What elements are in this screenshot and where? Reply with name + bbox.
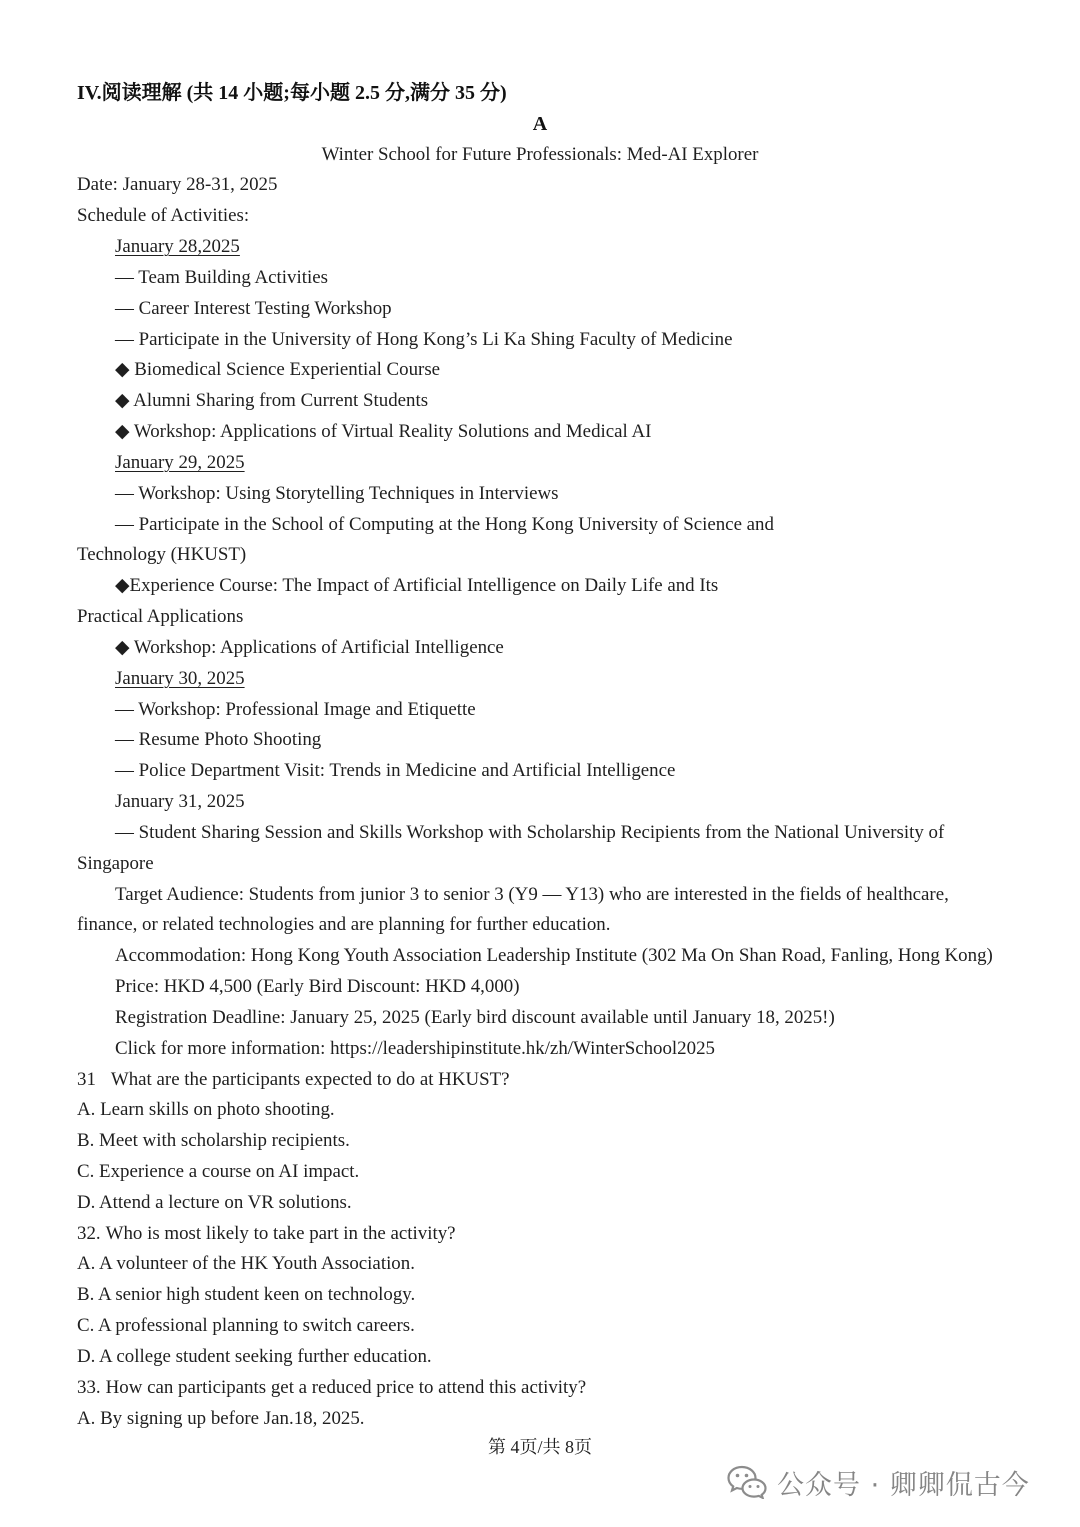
schedule-item: — Participate in the University of Hong Kong’s Li Ka Shing Faculty of Medicine [115,328,733,350]
target-audience-continued: finance, or related technologies and are planning for further education. [77,914,611,936]
schedule-item: — Participate in the School of Computing at the Hong Kong University of Science and [115,513,774,535]
watermark-label: 公众号 · 卿卿侃古今 [777,1469,1030,1501]
schedule-date: January 28,2025 [115,236,240,258]
schedule-subitem-continued: Practical Applications [77,606,244,628]
question-number: 31 [77,1068,96,1090]
schedule-item: — Resume Photo Shooting [115,729,322,751]
answer-option: D. A college student seeking further education. [77,1345,432,1367]
section-title: IV.阅读理解 (共 14 小题;每小题 2.5 分,满分 35 分) [77,82,507,104]
wechat-icon [727,1465,767,1499]
question-32 [0,1219,1080,1250]
page-content [0,78,1080,1434]
question-stem: Who is most likely to take part in the activity? [105,1222,456,1244]
schedule-subitem: ◆ Biomedical Science Experiential Course [115,359,441,381]
schedule-date: January 30, 2025 [115,667,245,689]
question-stem: How can participants get a reduced price to attend this activity? [105,1376,587,1398]
passage-title: Winter School for Future Professionals: Med-AI Explorer [321,143,759,165]
schedule-item-continued: Singapore [77,852,154,874]
question-number: 33. [77,1376,101,1398]
schedule-day-1 [0,232,1080,263]
schedule-item: — Workshop: Using Storytelling Techniques in Interviews [115,482,559,504]
schedule-day-3 [0,664,1080,695]
event-date-line: Date: January 28-31, 2025 [77,174,278,196]
question-31 [0,1065,1080,1096]
price: Price: HKD 4,500 (Early Bird Discount: HKD 4,000) [115,976,520,998]
answer-option: B. A senior high student keen on technology. [77,1284,416,1306]
schedule-subitem: ◆ Alumni Sharing from Current Students [115,390,429,412]
schedule-subitem: ◆ Workshop: Applications of Virtual Reality Solutions and Medical AI [115,421,652,443]
schedule-subitem: ◆ Workshop: Applications of Artificial Intelligence [115,636,504,658]
answer-option: A. Learn skills on photo shooting. [77,1099,335,1121]
answer-option: D. Attend a lecture on VR solutions. [77,1191,352,1213]
schedule-date: January 31, 2025 [115,791,245,813]
schedule-day-2 [0,448,1080,479]
part-label: A [532,112,548,135]
schedule-subitem: ◆Experience Course: The Impact of Artificial Intelligence on Daily Life and Its [115,575,719,597]
answer-option: B. Meet with scholarship recipients. [77,1130,350,1152]
more-info: Click for more information: https://leadershipinstitute.hk/zh/WinterSchool2025 [115,1037,715,1059]
question-number: 32. [77,1222,101,1244]
schedule-day-4 [0,787,1080,818]
answer-option: C. A professional planning to switch careers. [77,1315,415,1337]
question-stem: What are the participants expected to do at HKUST? [110,1068,510,1090]
accommodation: Accommodation: Hong Kong Youth Association Leadership Institute (302 Ma On Shan Road, Fanling, Hong Kong) [115,945,993,967]
schedule-item: — Student Sharing Session and Skills Workshop with Scholarship Recipients from the National University of [115,821,945,843]
schedule-item: — Workshop: Professional Image and Etiquette [115,698,476,720]
registration-deadline: Registration Deadline: January 25, 2025 (Early bird discount available until January 18, 2025!) [115,1006,835,1028]
schedule-label: Schedule of Activities: [77,205,250,227]
watermark [727,1463,1030,1501]
schedule-item: — Career Interest Testing Workshop [115,297,392,319]
answer-option: A. By signing up before Jan.18, 2025. [77,1407,365,1429]
question-33 [0,1373,1080,1404]
answer-option: C. Experience a course on AI impact. [77,1160,360,1182]
schedule-item: — Team Building Activities [115,266,328,288]
page-indicator: 第 4页/共 8页 [487,1437,592,1457]
schedule-item-continued: Technology (HKUST) [77,544,247,566]
target-audience: Target Audience: Students from junior 3 to senior 3 (Y9 — Y13) who are interested in the fields of healthcare, [115,883,949,905]
answer-option: A. A volunteer of the HK Youth Association. [77,1253,415,1275]
schedule-date: January 29, 2025 [115,451,245,473]
schedule-item: — Police Department Visit: Trends in Medicine and Artificial Intelligence [115,760,676,782]
